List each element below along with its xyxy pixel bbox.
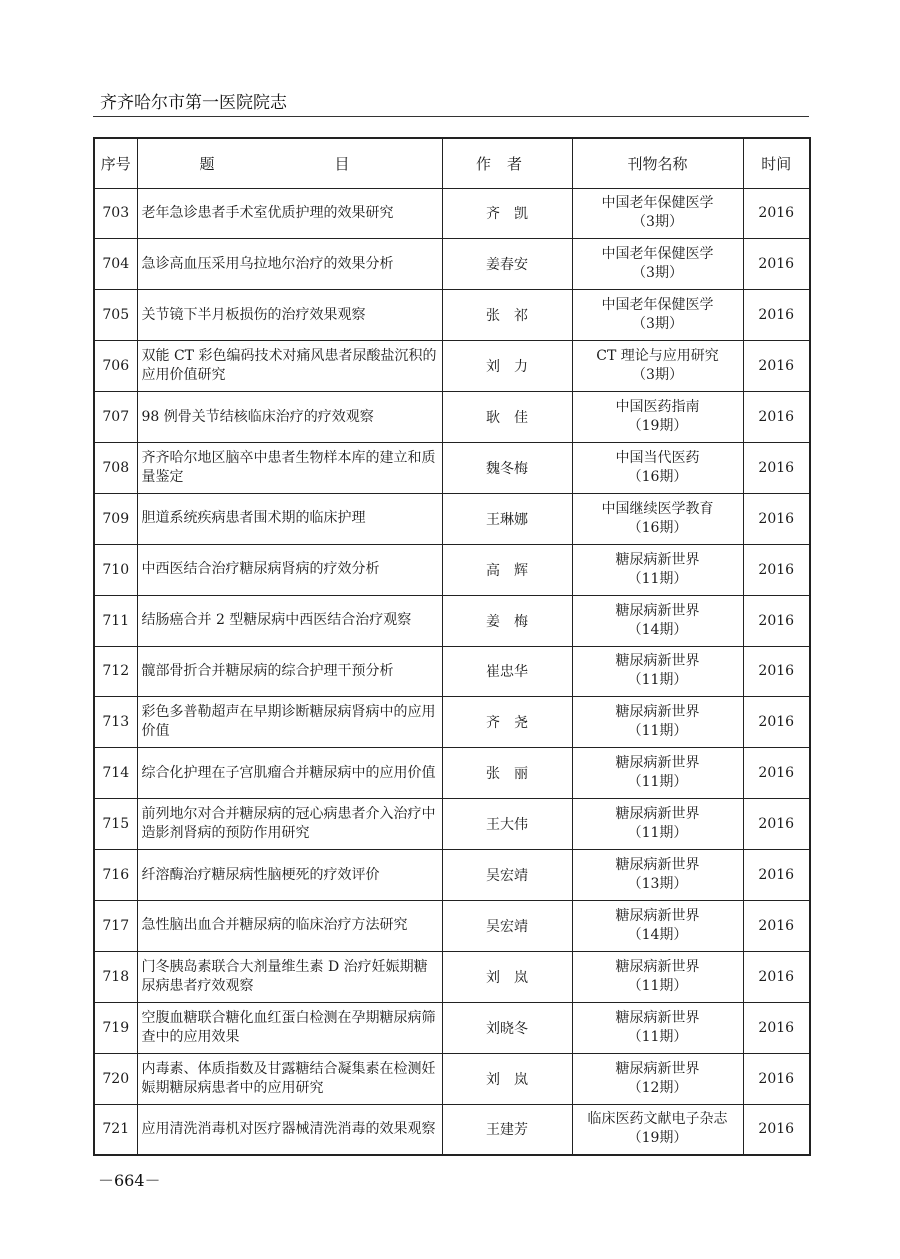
column-header-time: 时间: [743, 138, 810, 188]
row-title: 关节镜下半月板损伤的治疗效果观察: [137, 290, 442, 341]
table-row: [94, 748, 810, 799]
journal-name: CT 理论与应用研究: [596, 348, 719, 365]
row-title: 综合化护理在子宫肌瘤合并糖尿病中的应用价值: [137, 748, 442, 799]
journal-name: 糖尿病新世界: [615, 907, 700, 924]
row-journal: [572, 493, 743, 544]
publications-table: [93, 137, 811, 1156]
table-row: [94, 493, 810, 544]
journal-name: 糖尿病新世界: [615, 551, 700, 568]
row-number: 714: [94, 748, 137, 799]
journal-name: 临床医药文献电子杂志: [587, 1111, 728, 1128]
row-author: 刘 岚: [442, 1053, 572, 1104]
row-title: 结肠癌合并 2 型糖尿病中西医结合治疗观察: [137, 595, 442, 646]
journal-name: 糖尿病新世界: [615, 806, 700, 823]
row-journal: [572, 341, 743, 392]
row-journal: [572, 900, 743, 951]
journal-issue: （12期）: [627, 1079, 688, 1096]
row-journal: [572, 188, 743, 239]
row-author: 张 丽: [442, 748, 572, 799]
row-author: 魏冬梅: [442, 442, 572, 493]
journal-name: 中国老年保健医学: [601, 297, 714, 314]
row-journal: [572, 1104, 743, 1155]
row-time: 2016: [743, 1104, 810, 1155]
row-number: 710: [94, 544, 137, 595]
row-author: 姜春安: [442, 239, 572, 290]
row-number: 718: [94, 951, 137, 1002]
row-author: 齐 尧: [442, 697, 572, 748]
table-row: [94, 392, 810, 443]
row-author: 吴宏靖: [442, 900, 572, 951]
row-number: 709: [94, 493, 137, 544]
row-journal: [572, 748, 743, 799]
row-author: 王琳娜: [442, 493, 572, 544]
journal-issue: （3期）: [632, 265, 683, 282]
row-number: 706: [94, 341, 137, 392]
table-row: [94, 1104, 810, 1155]
row-journal: [572, 544, 743, 595]
row-number: 703: [94, 188, 137, 239]
table-row: [94, 951, 810, 1002]
row-title: 急诊高血压采用乌拉地尔治疗的效果分析: [137, 239, 442, 290]
row-time: 2016: [743, 900, 810, 951]
journal-issue: （3期）: [632, 316, 683, 333]
row-title: 髋部骨折合并糖尿病的综合护理干预分析: [137, 646, 442, 697]
journal-issue: （16期）: [627, 468, 688, 485]
table-row: [94, 900, 810, 951]
row-title: 前列地尔对合并糖尿病的冠心病患者介入治疗中造影剂肾病的预防作用研究: [137, 799, 442, 850]
row-title: 纤溶酶治疗糖尿病性脑梗死的疗效评价: [137, 850, 442, 901]
row-journal: [572, 646, 743, 697]
row-time: 2016: [743, 392, 810, 443]
row-title: 内毒素、体质指数及甘露糖结合凝集素在检测妊娠期糖尿病患者中的应用研究: [137, 1053, 442, 1104]
journal-issue: （11期）: [627, 977, 688, 994]
journal-issue: （11期）: [627, 723, 688, 740]
row-number: 707: [94, 392, 137, 443]
journal-name: 糖尿病新世界: [615, 1060, 700, 1077]
journal-issue: （11期）: [627, 570, 688, 587]
row-title: 空腹血糖联合糖化血红蛋白检测在孕期糖尿病筛查中的应用效果: [137, 1002, 442, 1053]
row-number: 711: [94, 595, 137, 646]
row-author: 刘 岚: [442, 951, 572, 1002]
row-number: 708: [94, 442, 137, 493]
row-journal: [572, 697, 743, 748]
journal-issue: （16期）: [627, 519, 688, 536]
row-number: 704: [94, 239, 137, 290]
row-title: 老年急诊患者手术室优质护理的效果研究: [137, 188, 442, 239]
journal-issue: （3期）: [632, 367, 683, 384]
table-row: [94, 799, 810, 850]
journal-issue: （11期）: [627, 825, 688, 842]
table-row: [94, 646, 810, 697]
row-journal: [572, 595, 743, 646]
table-row: [94, 850, 810, 901]
row-author: 高 辉: [442, 544, 572, 595]
row-time: 2016: [743, 951, 810, 1002]
row-time: 2016: [743, 493, 810, 544]
row-journal: [572, 1002, 743, 1053]
row-time: 2016: [743, 748, 810, 799]
row-author: 刘晓冬: [442, 1002, 572, 1053]
row-journal: [572, 850, 743, 901]
row-time: 2016: [743, 646, 810, 697]
journal-name: 中国当代医药: [615, 449, 700, 466]
row-number: 713: [94, 697, 137, 748]
row-number: 715: [94, 799, 137, 850]
page-header-title: 齐齐哈尔市第一医院院志: [100, 93, 287, 113]
journal-name: 糖尿病新世界: [615, 755, 700, 772]
row-number: 719: [94, 1002, 137, 1053]
journal-name: 糖尿病新世界: [615, 653, 700, 670]
journal-issue: （19期）: [627, 418, 688, 434]
row-journal: [572, 442, 743, 493]
table-row: [94, 595, 810, 646]
row-journal: [572, 799, 743, 850]
row-author: 张 祁: [442, 290, 572, 341]
row-number: 716: [94, 850, 137, 901]
journal-issue: （11期）: [627, 1028, 688, 1045]
row-author: 崔忠华: [442, 646, 572, 697]
journal-name: 中国医药指南: [615, 399, 700, 415]
row-time: 2016: [743, 697, 810, 748]
row-time: 2016: [743, 595, 810, 646]
row-author: 耿 佳: [442, 392, 572, 443]
row-title: 胆道系统疾病患者围术期的临床护理: [137, 493, 442, 544]
row-time: 2016: [743, 188, 810, 239]
row-time: 2016: [743, 1053, 810, 1104]
journal-name: 糖尿病新世界: [615, 857, 700, 874]
row-title: 双能 CT 彩色编码技术对痛风患者尿酸盐沉积的应用价值研究: [137, 341, 442, 392]
table-row: [94, 290, 810, 341]
row-journal: [572, 392, 743, 443]
row-author: 刘 力: [442, 341, 572, 392]
column-header-journal: 刊物名称: [572, 138, 743, 188]
journal-name: 糖尿病新世界: [615, 958, 700, 975]
journal-name: 糖尿病新世界: [615, 1009, 700, 1026]
journal-issue: （11期）: [627, 672, 688, 689]
journal-name: 糖尿病新世界: [615, 704, 700, 721]
row-number: 705: [94, 290, 137, 341]
row-time: 2016: [743, 239, 810, 290]
column-header-author: 作者: [442, 138, 572, 188]
journal-issue: （14期）: [627, 926, 688, 943]
row-time: 2016: [743, 544, 810, 595]
journal-name: 中国继续医学教育: [601, 500, 714, 517]
row-title: 中西医结合治疗糖尿病肾病的疗效分析: [137, 544, 442, 595]
row-title: 98 例骨关节结核临床治疗的疗效观察: [137, 392, 442, 443]
column-header-no: 序号: [94, 138, 137, 188]
table-row: [94, 1053, 810, 1104]
row-number: 720: [94, 1053, 137, 1104]
row-time: 2016: [743, 290, 810, 341]
table-row: [94, 442, 810, 493]
page-number: －664－: [98, 1171, 161, 1190]
journal-name: 中国老年保健医学: [601, 246, 714, 263]
row-author: 王建芳: [442, 1104, 572, 1155]
row-author: 姜 梅: [442, 595, 572, 646]
row-journal: [572, 239, 743, 290]
row-number: 721: [94, 1104, 137, 1155]
column-header-title: 题 目: [137, 138, 442, 188]
table-header-row: [94, 138, 810, 188]
row-title: 急性脑出血合并糖尿病的临床治疗方法研究: [137, 900, 442, 951]
row-time: 2016: [743, 341, 810, 392]
row-journal: [572, 951, 743, 1002]
row-time: 2016: [743, 850, 810, 901]
table-row: [94, 341, 810, 392]
row-author: 齐 凯: [442, 188, 572, 239]
row-author: 吴宏靖: [442, 850, 572, 901]
row-title: 齐齐哈尔地区脑卒中患者生物样本库的建立和质量鉴定: [137, 442, 442, 493]
row-number: 717: [94, 900, 137, 951]
row-journal: [572, 290, 743, 341]
journal-name: 中国老年保健医学: [601, 195, 714, 212]
row-title: 门冬胰岛素联合大剂量维生素 D 治疗妊娠期糖尿病患者疗效观察: [137, 951, 442, 1002]
journal-issue: （19期）: [627, 1130, 688, 1147]
table-row: [94, 239, 810, 290]
row-time: 2016: [743, 799, 810, 850]
table-row: [94, 544, 810, 595]
row-journal: [572, 1053, 743, 1104]
table-row: [94, 188, 810, 239]
header-rule: [93, 116, 809, 117]
row-author: 王大伟: [442, 799, 572, 850]
journal-name: 糖尿病新世界: [615, 602, 700, 619]
row-time: 2016: [743, 1002, 810, 1053]
journal-issue: （3期）: [632, 214, 683, 231]
journal-issue: （14期）: [627, 621, 688, 638]
row-time: 2016: [743, 442, 810, 493]
row-title: 应用清洗消毒机对医疗器械清洗消毒的效果观察: [137, 1104, 442, 1155]
table-row: [94, 697, 810, 748]
row-title: 彩色多普勒超声在早期诊断糖尿病肾病中的应用价值: [137, 697, 442, 748]
row-number: 712: [94, 646, 137, 697]
table-row: [94, 1002, 810, 1053]
journal-issue: （13期）: [627, 876, 688, 893]
journal-issue: （11期）: [627, 774, 688, 791]
